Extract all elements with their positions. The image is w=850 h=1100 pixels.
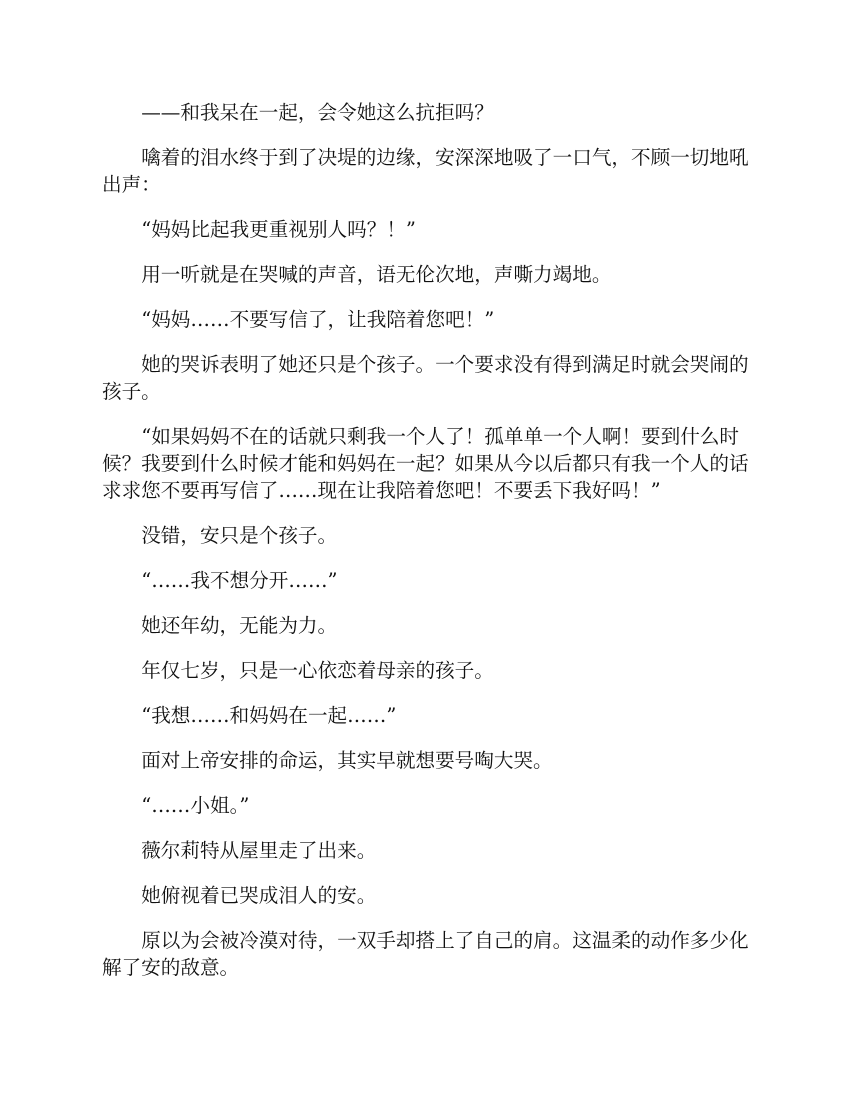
paragraph: 原以为会被冷漠对待，一双手却搭上了自己的肩。这温柔的动作多少化解了安的敌意。	[102, 929, 749, 979]
paragraph: 她的哭诉表明了她还只是个孩子。一个要求没有得到满足时就会哭闹的孩子。	[102, 353, 749, 403]
paragraph: “我想……和妈妈在一起……”	[141, 704, 397, 727]
paragraph: 她俯视着已哭成泪人的安。	[141, 884, 377, 907]
paragraph: “如果妈妈不在的话就只剩我一个人了！孤单单一个人啊！要到什么时候？我要到什么时候才能和妈妈在一起？如果从今以后都只有我一个人的话求求您不要再写信了……现在让我陪着您吧！不要丢下我好吗！”	[102, 425, 749, 502]
paragraph: “……小姐。”	[141, 794, 250, 817]
paragraph: 没错，安只是个孩子。	[141, 524, 338, 547]
paragraph: ——和我呆在一起，会令她这么抗拒吗？	[141, 101, 494, 124]
paragraph: “妈妈比起我更重视别人吗？！”	[141, 218, 416, 241]
paragraph: 用一听就是在哭喊的声音，语无伦次地，声嘶力竭地。	[141, 263, 612, 286]
paragraph: 噙着的泪水终于到了决堤的边缘，安深深地吸了一口气，不顾一切地吼出声：	[102, 146, 749, 196]
paragraph: 面对上帝安排的命运，其实早就想要号啕大哭。	[141, 749, 553, 772]
paragraph: 薇尔莉特从屋里走了出来。	[141, 839, 377, 862]
story-text	[102, 99, 750, 999]
paragraph: “……我不想分开……”	[141, 569, 338, 592]
paragraph: 她还年幼，无能为力。	[141, 614, 338, 637]
paragraph: “妈妈……不要写信了，让我陪着您吧！”	[141, 308, 495, 331]
paragraph: 年仅七岁，只是一心依恋着母亲的孩子。	[141, 659, 494, 682]
